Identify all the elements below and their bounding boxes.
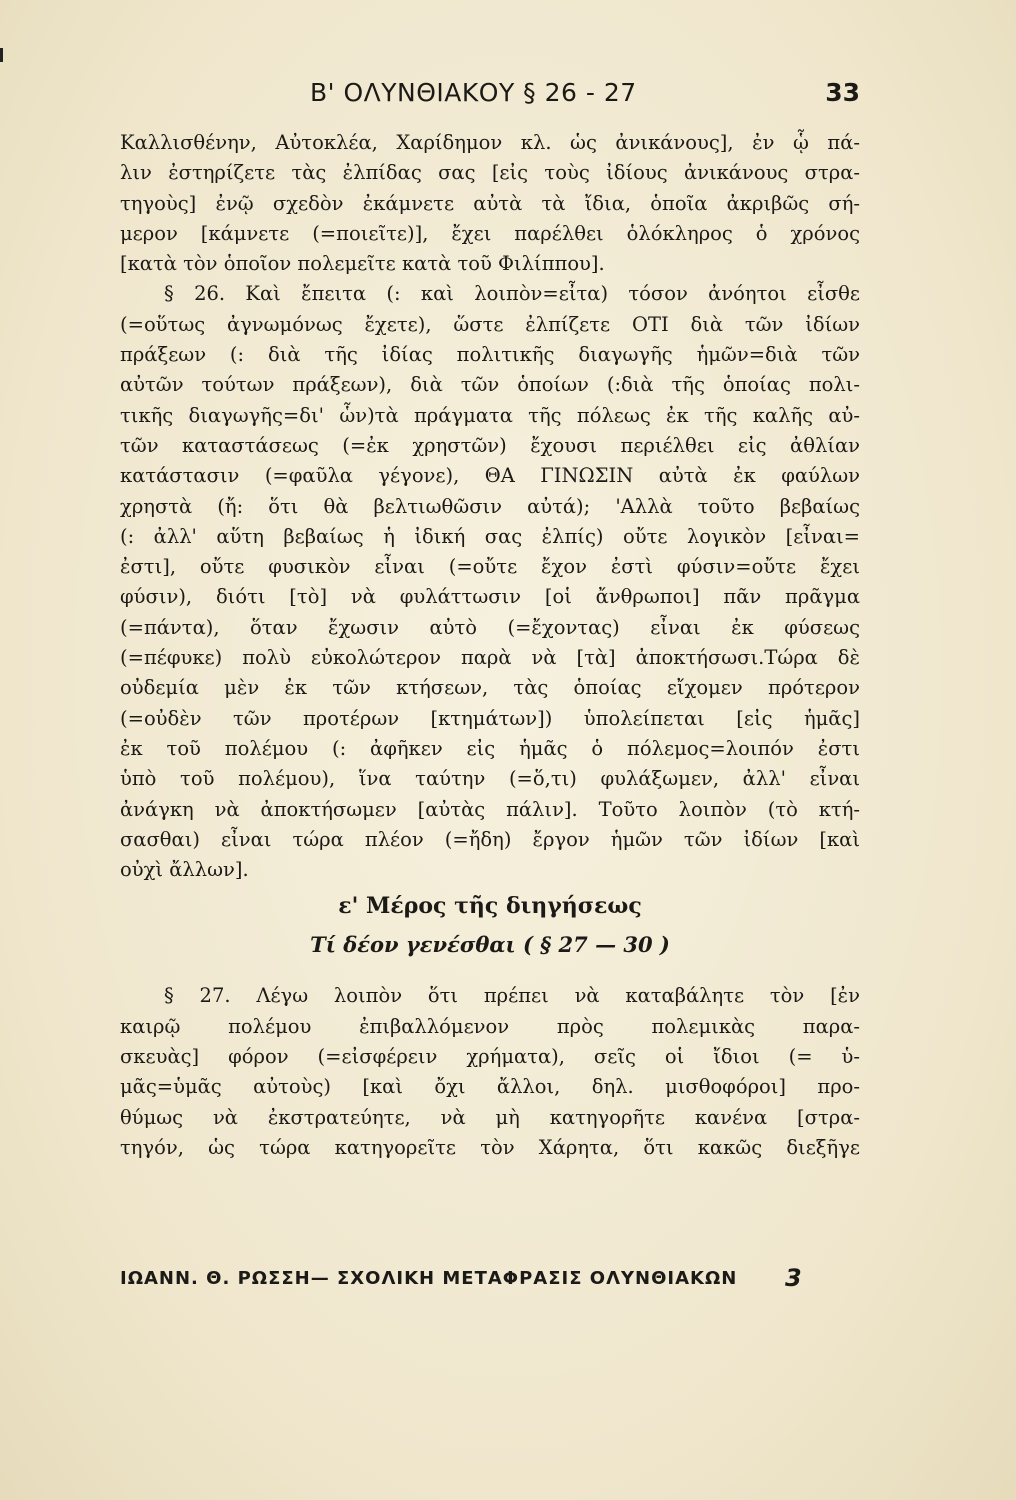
text-line: τηγόν, ὡς τώρα κατηγορεῖτε τὸν Χάρητα, ὅτι κακῶς διεξῆγε <box>120 1135 860 1159</box>
text-line: αὐτῶν τούτων πράξεων), διὰ τῶν ὁποίων (:διὰ τῆς ὁποίας πολι- <box>120 373 860 397</box>
main-text <box>120 128 860 1163</box>
text-line: μερον [κάμνετε (=ποιεῖτε)], ἔχει παρέλθει ὁλόκληρος ὁ χρόνος <box>120 221 860 245</box>
text-line: καιρῷ πολέμου ἐπιβαλλόμενον πρὸς πολεμικὰς παρα- <box>120 1014 860 1038</box>
text-line: ἐστι], οὔτε φυσικὸν εἶναι (=οὔτε ἔχον ἐστὶ φύσιν=οὔτε ἔχει <box>120 555 860 579</box>
text-line: (=πάντα), ὅταν ἔχωσιν αὐτὸ (=ἔχοντας) εἶναι ἐκ φύσεως <box>120 615 860 639</box>
text-line: σκευὰς] φόρον (=εἰσφέρειν χρήματα), σεῖς οἱ ἴδιοι (= ὑ- <box>120 1045 860 1069</box>
text-line: πράξεων (: διὰ τῆς ἰδίας πολιτικῆς διαγωγῆς ἡμῶν=διὰ τῶν <box>120 343 860 367</box>
text-line: τικῆς διαγωγῆς=δι' ὧν)τὰ πράγματα τῆς πόλεως ἐκ τῆς καλῆς αὐ- <box>120 403 860 427</box>
text-line: μᾶς=ὑμᾶς αὐτοὺς) [καὶ ὄχι ἄλλοι, δηλ. μισθοφόροι] προ- <box>120 1075 860 1099</box>
text-line: λιν ἐστηρίζετε τὰς ἐλπίδας σας [εἰς τοὺς ἰδίους ἀνικάνους στρα- <box>120 161 860 185</box>
section-title: ε' Μέρος τῆς διηγήσεως <box>338 893 642 920</box>
page-number: 33 <box>825 78 860 107</box>
text-line: κατάστασιν (=φαῦλα γέγονε), ΘΑ ΓΙΝΩΣΙΝ αὐτὰ ἐκ φαύλων <box>120 464 860 488</box>
text-line: (: ἀλλ' αὕτη βεβαίως ἡ ἰδική σας ἐλπίς) οὔτε λογικὸν [εἶναι= <box>120 524 860 548</box>
text-line: (=οὐδὲν τῶν προτέρων [κτημάτων]) ὑπολείπεται [εἰς ἡμᾶς] <box>120 706 860 730</box>
text-line: ἐκ τοῦ πολέμου (: ἀφῆκεν εἰς ἡμᾶς ὁ πόλεμος=λοιπόν ἐστι <box>120 736 860 760</box>
text-line: οὐδεμία μὲν ἐκ τῶν κτήσεων, τὰς ὁποίας εἴχομεν πρότερον <box>120 676 860 700</box>
text-line: (=οὕτως ἀγνωμόνως ἔχετε), ὥστε ἐλπίζετε ΟΤΙ διὰ τῶν ἰδίων <box>120 312 860 336</box>
text-line: θύμως νὰ ἐκστρατεύητε, νὰ μὴ κατηγορῆτε κανένα [στρα- <box>120 1105 860 1129</box>
paragraph-26-start: § 26. Καὶ ἔπειτα (: καὶ λοιπὸν=εἶτα) τόσον ἀνόητοι εἶσθε <box>164 282 860 306</box>
paragraph-27-start: § 27. Λέγω λοιπὸν ὅτι πρέπει νὰ καταβάλητε τὸν [ἐν <box>164 984 860 1008</box>
text-line: Καλλισθένην, Αὐτοκλέα, Χαρίδημον κλ. ὡς ἀνικάνους], ἐν ᾧ πά- <box>120 131 860 154</box>
text-line: [κατὰ τὸν ὁποῖον πολεμεῖτε κατὰ τοῦ Φιλίππου]. <box>120 252 605 276</box>
text-line: ὑπὸ τοῦ πολέμου), ἵνα ταύτην (=ὅ,τι) φυλάξωμεν, ἀλλ' εἶναι <box>120 767 860 791</box>
spacer <box>120 967 860 981</box>
text-line: σασθαι) εἶναι τώρα πλέον (=ἤδη) ἔργον ἡμῶν τῶν ἰδίων [καὶ <box>120 827 860 851</box>
text-line: (=πέφυκε) πολὺ εὐκολώτερον παρὰ νὰ [τὰ] ἀποκτήσωσι.Τώρα δὲ <box>120 646 860 670</box>
text-line: τηγοὺς] ἐνῷ σχεδὸν ἐκάμνετε αὐτὰ τὰ ἴδια, ὁποῖα ἀκριβῶς σή- <box>120 191 860 215</box>
text-line: φύσιν), διότι [τὸ] νὰ φυλάττωσιν [οἱ ἄνθρωποι] πᾶν πρᾶγμα <box>120 585 860 609</box>
text-line: τῶν καταστάσεως (=ἐκ χρηστῶν) ἔχουσι περιέλθει εἰς ἀθλίαν <box>120 433 860 457</box>
text-line: χρηστὰ (ἤ: ὅτι θὰ βελτιωθῶσιν αὐτά); 'Αλλὰ τοῦτο βεβαίως <box>120 494 860 518</box>
text-line: ἀνάγκη νὰ ἀποκτήσωμεν [αὐτὰς πάλιν]. Τοῦτο λοιπὸν (τὸ κτή- <box>120 797 860 821</box>
edge-mark <box>0 48 3 62</box>
running-title: Β' ΟΛΥΝΘΙΑΚΟΥ § 26 - 27 <box>310 78 637 107</box>
section-subtitle: Τί δέον γενέσθαι ( § 27 — 30 ) <box>310 932 670 958</box>
footer-imprint: ΙΩΑΝΝ. Θ. ΡΩΣΣΗ— ΣΧΟΛΙΚΗ ΜΕΤΑΦΡΑΣΙΣ ΟΛΥΝΘΙΑΚΩΝ <box>120 1268 738 1289</box>
page-header <box>120 78 860 114</box>
page-footer <box>120 1264 860 1298</box>
signature-mark: 3 <box>785 1264 803 1292</box>
text-line: οὐχὶ ἄλλων]. <box>120 858 249 882</box>
